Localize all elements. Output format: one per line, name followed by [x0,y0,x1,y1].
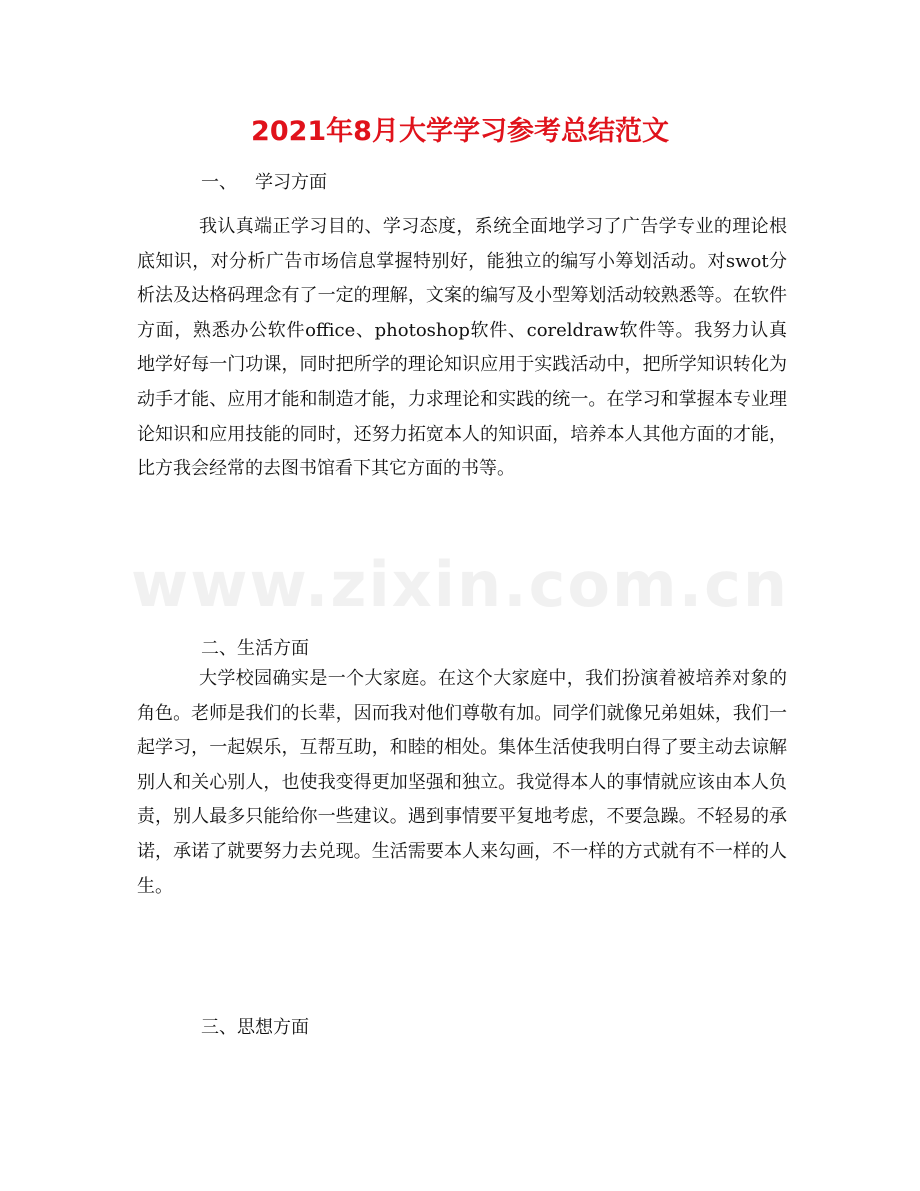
section-heading-life: 二、生活方面 [201,638,309,659]
section-heading-number: 一、 [201,172,237,193]
watermark: www.zixin.com.cn [130,548,790,621]
section-heading-study [201,168,327,198]
document-title: 2021年8月大学学习参考总结范文 [251,116,669,147]
paragraph-study: 我认真端正学习目的、学习态度，系统全面地学习了广告学专业的理论根底知识，对分析广告市场信息掌握特别好，能独立的编写小筹划活动。对swot分析法及达格码理念有了一定的理解，文案的编写及小型筹划活动较熟悉等。在软件方面，熟悉办公软件office、photoshop软件、coreldraw软件等。我努力认真地学好每一门功课，同时把所学的理论知识应用于实践活动中，把所学知识转化为动手才能、应用才能和制造才能，力求理论和实践的统一。在学习和掌握本专业理论知识和应用技能的同时，还努力拓宽本人的知识面，培养本人其他方面的才能，比方我会经常的去图书馆看下其它方面的书等。 [137,216,787,480]
section-heading-text: 学习方面 [255,172,327,193]
section-heading-thought: 三、思想方面 [201,1017,309,1038]
paragraph-life: 大学校园确实是一个大家庭。在这个大家庭中，我们扮演着被培养对象的角色。老师是我们的长辈，因而我对他们尊敬有加。同学们就像兄弟姐妹，我们一起学习，一起娱乐，互帮互助，和睦的相处。集体生活使我明白得了要主动去谅解别人和关心别人，也使我变得更加坚强和独立。我觉得本人的事情就应该由本人负责，别人最多只能给你一些建议。遇到事情要平复地考虑，不要急躁。不轻易的承诺，承诺了就要努力去兑现。生活需要本人来勾画，不一样的方式就有不一样的人生。 [137,668,787,897]
